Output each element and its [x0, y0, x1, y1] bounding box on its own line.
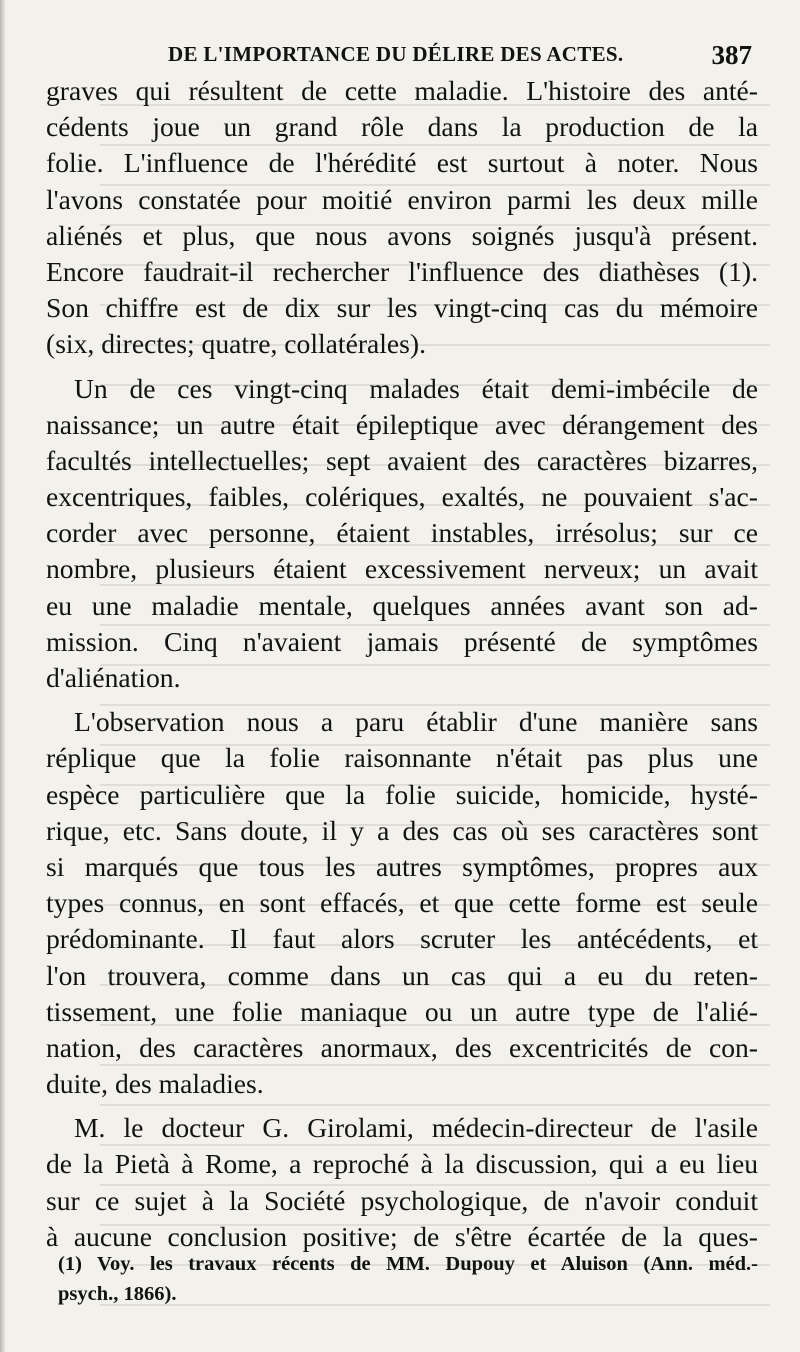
- paragraph: [46, 371, 758, 697]
- text-line: prédominante. Il faut alors scruter les antécédents, et: [46, 923, 758, 955]
- text-line: tissement, une folie maniaque ou un autre type de l'alié-: [46, 995, 758, 1027]
- text-line: l'on trouvera, comme dans un cas qui a eu du reten-: [46, 959, 758, 991]
- text-line: graves qui résultent de cette maladie. L'histoire des anté-: [46, 75, 758, 106]
- footnote-line: psych., 1866).: [58, 1283, 177, 1305]
- running-title: DE L'IMPORTANCE DU DÉLIRE DES ACTES.: [168, 42, 624, 66]
- text-line: L'observation nous a paru établir d'une manière sans: [74, 706, 758, 738]
- text-line: Encore faudrait-il rechercher l'influence des diathèses (1).: [46, 255, 758, 287]
- text-line: si marqués que tous les autres symptômes, propres aux: [46, 850, 758, 882]
- text-line: Son chiffre est de dix sur les vingt-cinq cas du mémoire: [46, 292, 758, 324]
- text-line: (six, directes; quatre, collatérales).: [46, 328, 427, 360]
- paragraph-gap: [46, 696, 758, 704]
- paragraph-gap: [46, 363, 758, 371]
- text-line: duite, des maladies.: [46, 1068, 264, 1100]
- text-line: naissance; un autre était épileptique avec dérangement des: [46, 408, 758, 440]
- text-line: à aucune conclusion positive; de s'être écartée de la ques-: [46, 1220, 758, 1252]
- text-line: réplique que la folie raisonnante n'était pas plus une: [46, 742, 758, 774]
- text-line: Un de ces vingt-cinq malades était demi-imbécile de: [74, 372, 758, 404]
- text-line: rique, etc. Sans doute, il y a des cas où ses caractères sont: [46, 814, 758, 846]
- text-line: sur ce sujet à la Société psychologique, de n'avoir conduit: [46, 1184, 758, 1216]
- text-line: nation, des caractères anormaux, des excentricités de con-: [46, 1031, 758, 1063]
- text-line: espèce particulière que la folie suicide, homicide, hysté-: [46, 778, 758, 810]
- text-line: M. le docteur G. Girolami, médecin-directeur de l'asile: [74, 1112, 758, 1144]
- text-line: facultés intellectuelles; sept avaient des caractères bizarres,: [46, 444, 758, 476]
- text-line: folie. L'influence de l'hérédité est surtout à noter. Nous: [46, 147, 758, 179]
- paragraph: [46, 1110, 758, 1255]
- page-number: 387: [711, 40, 752, 70]
- text-line: nombre, plusieurs étaient excessivement nerveux; un avait: [46, 553, 758, 585]
- text-line: excentriques, faibles, colériques, exaltés, ne pouvaient s'ac-: [46, 481, 758, 513]
- text-line: aliénés et plus, que nous avons soignés jusqu'à présent.: [46, 219, 758, 251]
- page-edge-shadow: [0, 0, 6, 1352]
- paragraph-gap: [46, 1102, 758, 1110]
- footnote: [58, 1249, 758, 1309]
- paragraph: [46, 704, 758, 1102]
- text-line: d'aliénation.: [46, 662, 181, 693]
- text-line: cédents joue un grand rôle dans la production de la: [46, 111, 758, 143]
- text-line: mission. Cinq n'avaient jamais présenté de symptômes: [46, 625, 758, 657]
- footnote-line: (1) Voy. les travaux récents de MM. Dupouy et Aluison (Ann. méd.-: [58, 1253, 758, 1275]
- text-line: eu une maladie mentale, quelques années avant son ad-: [46, 589, 758, 621]
- body-text: [46, 73, 758, 1255]
- text-line: de la Pietà à Rome, a reproché à la discussion, qui a eu lieu: [46, 1148, 758, 1180]
- text-line: types connus, en sont effacés, et que cette forme est seule: [46, 887, 758, 919]
- text-line: l'avons constatée pour moitié environ parmi les deux mille: [46, 183, 758, 215]
- paragraph: [46, 73, 758, 363]
- text-line: corder avec personne, étaient instables, irrésolus; sur ce: [46, 517, 758, 549]
